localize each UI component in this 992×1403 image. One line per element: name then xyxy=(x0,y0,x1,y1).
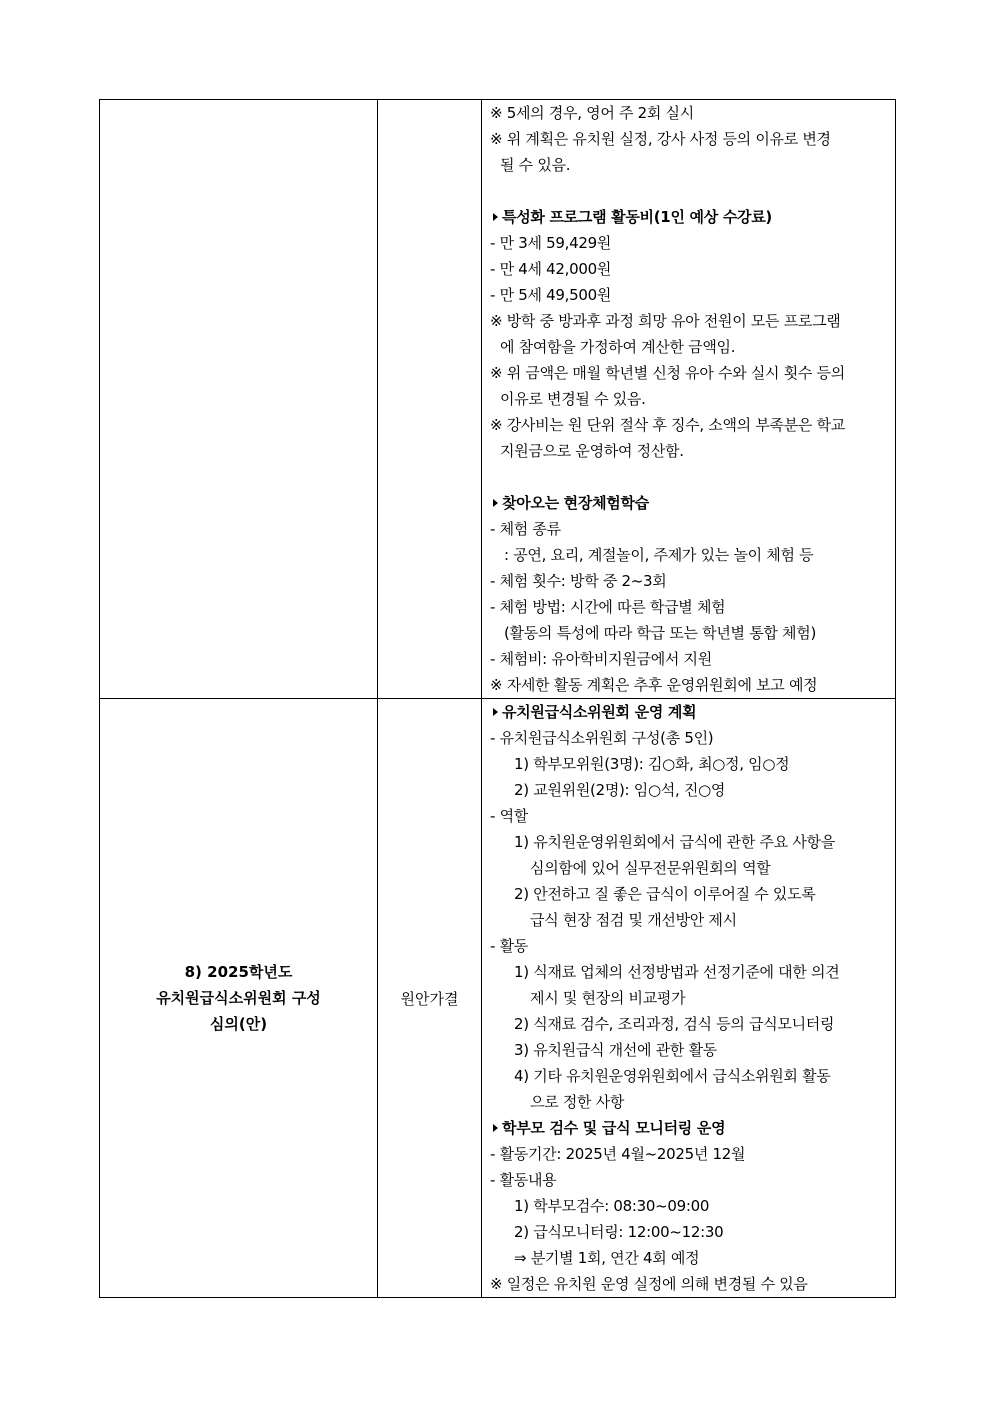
triangle-bullet-icon xyxy=(493,499,498,507)
note-line: ※ 일정은 유치원 운영 실정에 의해 변경될 수 있음 xyxy=(490,1275,808,1293)
list-item: 1) 학부모검수: 08:30~09:00 xyxy=(514,1197,710,1215)
list-item: 2) 식재료 검수, 조리과정, 검식 등의 급식모니터링 xyxy=(514,1015,835,1033)
list-item: - 활동내용 xyxy=(490,1171,557,1189)
list-item: 2) 안전하고 질 좋은 급식이 이루어질 수 있도록 xyxy=(514,885,816,903)
list-item: - 역할 xyxy=(490,807,528,825)
agenda-cell xyxy=(100,699,378,1298)
note-line: ※ 위 금액은 매월 학년별 신청 유아 수와 실시 횟수 등의 xyxy=(490,364,845,382)
list-item: : 공연, 요리, 계절놀이, 주제가 있는 놀이 체험 등 xyxy=(504,546,814,564)
section-heading: 찾아오는 현장체험학습 xyxy=(490,490,889,516)
content-cell xyxy=(482,100,896,699)
agenda-title: 8) 2025학년도 유치원급식소위원회 구성 심의(안) xyxy=(156,963,321,1033)
list-item: - 활동 xyxy=(490,937,528,955)
list-item: - 만 4세 42,000원 xyxy=(490,260,612,278)
section-heading: 유치원급식소위원회 운영 계획 xyxy=(490,699,889,725)
list-item: - 체험 종류 xyxy=(490,520,561,538)
list-item: 3) 유치원급식 개선에 관한 활동 xyxy=(514,1041,717,1059)
list-item: 급식 현장 점검 및 개선방안 제시 xyxy=(530,911,737,929)
note-line: 에 참여함을 가정하여 계산한 금액임. xyxy=(500,338,736,356)
triangle-bullet-icon xyxy=(493,213,498,221)
list-item: 4) 기타 유치원운영위원회에서 급식소위원회 활동 xyxy=(514,1067,831,1085)
content-cell xyxy=(482,699,896,1298)
note-line: ※ 자세한 활동 계획은 추후 운영위원회에 보고 예정 xyxy=(490,676,818,694)
note-line: 지원금으로 운영하여 정산함. xyxy=(500,442,684,460)
list-item: - 체험 방법: 시간에 따른 학급별 체험 xyxy=(490,598,726,616)
agenda-cell xyxy=(100,100,378,699)
table-row xyxy=(100,699,896,1298)
section-heading: 특성화 프로그램 활동비(1인 예상 수강료) xyxy=(490,204,889,230)
list-item: - 체험비: 유아학비지원금에서 지원 xyxy=(490,650,712,668)
result-cell: 원안가결 xyxy=(378,699,482,1298)
note-line: ※ 5세의 경우, 영어 주 2회 실시 xyxy=(490,104,694,122)
list-item: - 유치원급식소위원회 구성(총 5인) xyxy=(490,729,714,747)
list-item: ⇒ 분기별 1회, 연간 4회 예정 xyxy=(514,1249,700,1267)
list-item: 심의함에 있어 실무전문위원회의 역할 xyxy=(530,859,771,877)
triangle-bullet-icon xyxy=(493,708,498,716)
table-row xyxy=(100,100,896,699)
note-line: ※ 강사비는 원 단위 절삭 후 징수, 소액의 부족분은 학교 xyxy=(490,416,845,434)
note-line: ※ 위 계획은 유치원 실정, 강사 사정 등의 이유로 변경 xyxy=(490,130,831,148)
list-item: 1) 식재료 업체의 선정방법과 선정기준에 대한 의견 xyxy=(514,963,840,981)
list-item: 1) 학부모위원(3명): 김○화, 최○정, 임○정 xyxy=(514,755,790,773)
result-cell xyxy=(378,100,482,699)
list-item: - 만 5세 49,500원 xyxy=(490,286,612,304)
note-line: 될 수 있음. xyxy=(500,156,571,174)
list-item: (활동의 특성에 따라 학급 또는 학년별 통합 체험) xyxy=(504,624,816,642)
minutes-table xyxy=(99,99,896,1298)
list-item: 2) 급식모니터링: 12:00~12:30 xyxy=(514,1223,724,1241)
section-heading: 학부모 검수 및 급식 모니터링 운영 xyxy=(490,1115,889,1141)
list-item: - 만 3세 59,429원 xyxy=(490,234,612,252)
list-item: 2) 교원위원(2명): 임○석, 진○영 xyxy=(514,781,726,799)
list-item: 으로 정한 사항 xyxy=(530,1093,625,1111)
list-item: - 활동기간: 2025년 4월~2025년 12월 xyxy=(490,1145,746,1163)
triangle-bullet-icon xyxy=(493,1124,498,1132)
list-item: - 체험 횟수: 방학 중 2~3회 xyxy=(490,572,667,590)
list-item: 1) 유치원운영위원회에서 급식에 관한 주요 사항을 xyxy=(514,833,835,851)
note-line: ※ 방학 중 방과후 과정 희망 유아 전원이 모든 프로그램 xyxy=(490,312,841,330)
note-line: 이유로 변경될 수 있음. xyxy=(500,390,646,408)
list-item: 제시 및 현장의 비교평가 xyxy=(530,989,686,1007)
